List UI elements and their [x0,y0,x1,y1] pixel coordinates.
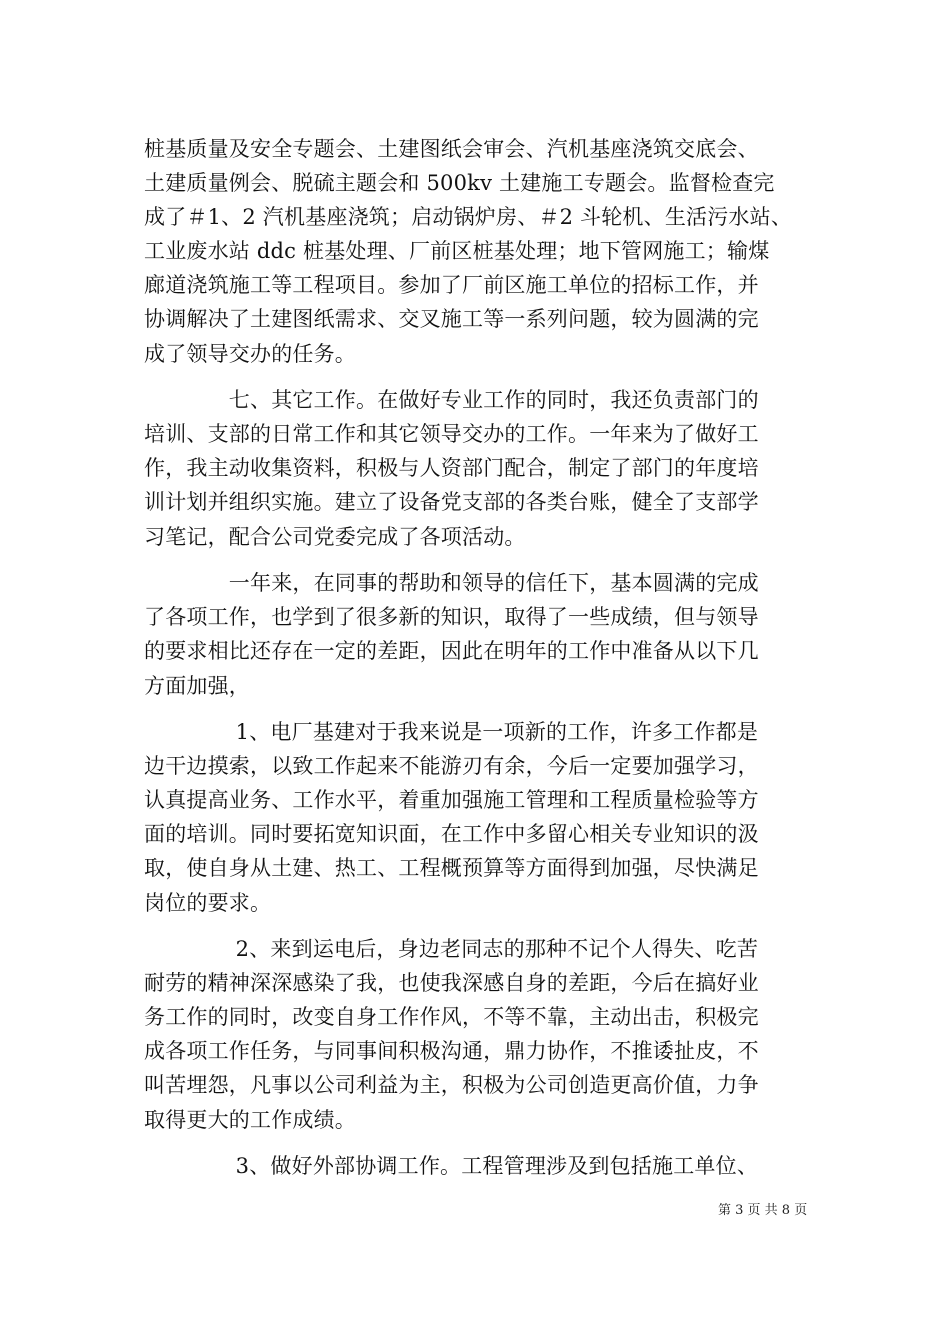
text-line: 作，我主动收集资料，积极与人资部门配合，制定了部门的年度培 [144,456,759,480]
text-line: 3、做好外部协调工作。工程管理涉及到包括施工单位、 [144,1154,759,1178]
text-line: 成各项工作任务，与同事间积极沟通，鼎力协作，不推诿扯皮，不 [144,1039,759,1063]
text-line: 训计划并组织实施。建立了设备党支部的各类台账，健全了支部学 [144,490,759,514]
text-line: 协调解决了土建图纸需求、交叉施工等一系列问题，较为圆满的完 [144,307,759,331]
text-line: 取得更大的工作成绩。 [144,1108,356,1132]
text-line: 成了＃1、2 汽机基座浇筑；启动锅炉房、＃2 斗轮机、生活污水站、 [144,205,793,229]
text-line: 桩基质量及安全专题会、土建图纸会审会、汽机基座浇筑交底会、 [144,137,759,161]
text-line: 方面加强， [144,674,250,698]
text-line: 土建质量例会、脱硫主题会和 500kv 土建施工专题会。监督检查完 [144,171,775,195]
text-line: 岗位的要求。 [144,891,272,915]
page-number-footer: 第 3 页 共 8 页 [718,1203,808,1218]
text-line: 一年来，在同事的帮助和领导的信任下，基本圆满的完成 [144,571,759,595]
text-line: 七、其它工作。在做好专业工作的同时，我还负责部门的 [144,388,759,412]
text-line: 工业废水站 ddc 桩基处理、厂前区桩基处理；地下管网施工；输煤 [144,239,770,263]
text-line: 1、电厂基建对于我来说是一项新的工作，许多工作都是 [144,720,759,744]
text-line: 取，使自身从土建、热工、工程概预算等方面得到加强，尽快满足 [144,856,759,880]
text-line: 边干边摸索，以致工作起来不能游刃有余，今后一定要加强学习， [144,754,759,778]
text-line: 面的培训。同时要拓宽知识面，在工作中多留心相关专业知识的汲 [144,822,759,846]
text-line: 叫苦埋怨，凡事以公司利益为主，积极为公司创造更高价值，力争 [144,1073,759,1097]
text-line: 了各项工作，也学到了很多新的知识，取得了一些成绩，但与领导 [144,605,759,629]
text-line: 认真提高业务、工作水平，着重加强施工管理和工程质量检验等方 [144,788,759,812]
text-line: 耐劳的精神深深感染了我，也使我深感自身的差距，今后在搞好业 [144,971,759,995]
text-line: 廊道浇筑施工等工程项目。参加了厂前区施工单位的招标工作，并 [144,273,759,297]
text-line: 习笔记，配合公司党委完成了各项活动。 [144,525,526,549]
text-line: 务工作的同时，改变自身工作作风，不等不靠，主动出击，积极完 [144,1005,759,1029]
text-line: 成了领导交办的任务。 [144,342,356,366]
text-line: 2、来到运电后，身边老同志的那种不记个人得失、吃苦 [144,937,759,961]
text-line: 培训、支部的日常工作和其它领导交办的工作。一年来为了做好工 [144,422,759,446]
text-line: 的要求相比还存在一定的差距，因此在明年的工作中准备从以下几 [144,639,759,663]
